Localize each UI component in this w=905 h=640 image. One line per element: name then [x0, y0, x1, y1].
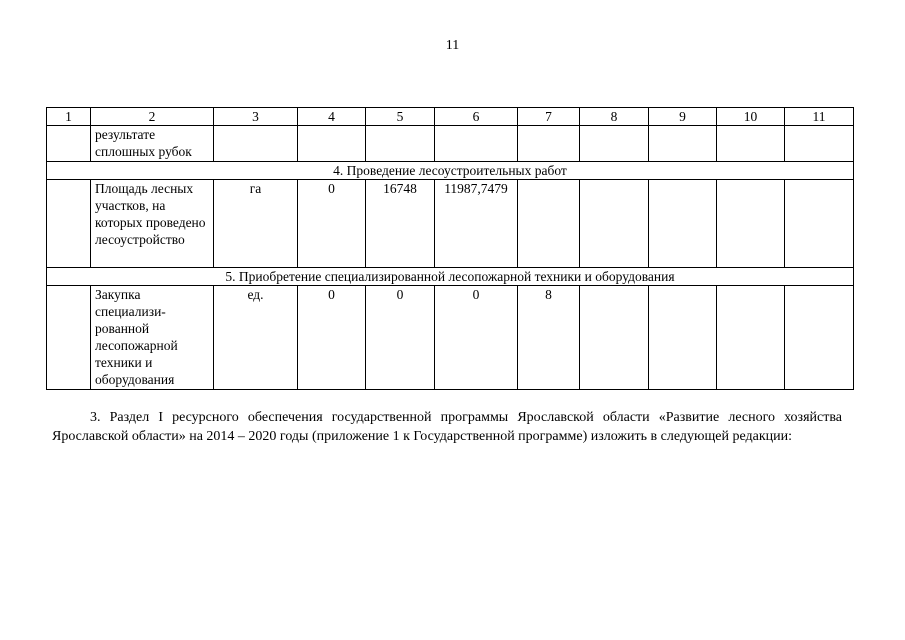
page-number: 11	[445, 38, 460, 53]
indicator-name-cell: результате сплошных рубок	[91, 126, 214, 162]
header-cell: 1	[47, 108, 91, 126]
header-cell: 6	[435, 108, 518, 126]
value-cell: 11987,7479	[435, 180, 518, 268]
table-row	[47, 180, 854, 268]
section-5-title: 5. Приобретение специализированной лесопожарной техники и оборудования	[47, 268, 854, 286]
section-4-title: 4. Проведение лесоустроительных работ	[47, 162, 854, 180]
value-cell: 8	[518, 286, 580, 390]
header-cell: 5	[366, 108, 435, 126]
unit-cell: ед.	[214, 286, 298, 390]
table-header-row	[47, 108, 854, 126]
table-row	[47, 126, 854, 162]
section-title-row	[47, 162, 854, 180]
program-indicators-table	[46, 107, 854, 390]
header-cell: 9	[649, 108, 717, 126]
header-cell: 3	[214, 108, 298, 126]
header-cell: 2	[91, 108, 214, 126]
indicator-name-cell: Закупка специализи-рованной лесопожарной техники и оборудования	[91, 286, 214, 390]
table-row	[47, 286, 854, 390]
header-cell: 4	[298, 108, 366, 126]
header-cell: 8	[580, 108, 649, 126]
header-cell: 10	[717, 108, 785, 126]
indicator-name-cell: Площадь лесных участков, на которых проведено лесоустройство	[91, 180, 214, 268]
amendment-paragraph: 3. Раздел I ресурсного обеспечения государственной программы Ярославской области «Развитие лесного хозяйства Ярославской области» на 2014 – 2020 годы (приложение 1 к Государственной программе) изложить в следующей редакции:	[52, 410, 842, 444]
value-cell: 0	[298, 180, 366, 268]
section-title-row	[47, 268, 854, 286]
value-cell: 0	[435, 286, 518, 390]
value-cell: 16748	[366, 180, 435, 268]
header-cell: 7	[518, 108, 580, 126]
value-cell: 0	[366, 286, 435, 390]
value-cell: 0	[298, 286, 366, 390]
unit-cell: га	[214, 180, 298, 268]
header-cell: 11	[785, 108, 854, 126]
